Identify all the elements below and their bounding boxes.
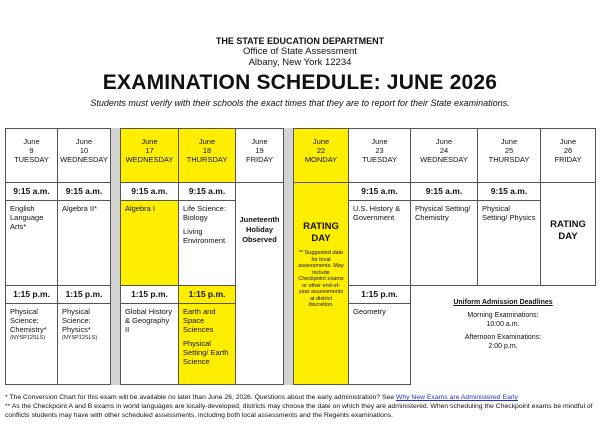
am-time: 9:15 a.m.	[178, 182, 236, 201]
morning-label: Morning Examinations:	[467, 312, 539, 319]
am-exam-cell: Physical Setting/ Chemistry	[410, 200, 478, 286]
am-exam-cell: Algebra I	[120, 200, 179, 286]
pm-time: 1:15 p.m.	[120, 285, 179, 304]
pm-time: 1:15 p.m.	[57, 285, 111, 304]
footnote-2: ** As the Checkpoint A and B exams in world languages are locally-developed, districts may choose the date on which they are administered. When scheduling the Checkpoint exams be mindful of conflicts students may have with other scheduled assessments, including both local assessments and the Regents examinations.	[5, 403, 593, 419]
am-time: 9:15 a.m.	[120, 182, 179, 201]
office-name: Office of State Assessment	[243, 46, 357, 57]
pm-time: 1:15 p.m.	[5, 285, 58, 304]
day-header-june-17: June 17 WEDNESDAY	[120, 128, 179, 183]
rating-day-label: RATING DAY	[550, 219, 586, 242]
day-header-june-22: June 22 MONDAY	[293, 128, 349, 183]
juneteenth-cell	[235, 182, 284, 385]
pm-time: 1:15 p.m.	[178, 285, 236, 304]
day-header-june-18: June 18 THURSDAY	[178, 128, 236, 183]
afternoon-label: Afternoon Examinations:	[464, 334, 542, 341]
admission-deadlines	[410, 298, 596, 355]
day-header-june-26: June 26 FRIDAY	[540, 128, 596, 183]
rating-day-cell	[293, 182, 349, 385]
day-header-june-23: June 23 TUESDAY	[348, 128, 411, 183]
am-exam-cell: Physical Setting/ Physics	[477, 200, 541, 286]
am-time: 9:15 a.m.	[57, 182, 111, 201]
department-name: THE STATE EDUCATION DEPARTMENT	[215, 36, 385, 46]
day-header-june-25: June 25 THURSDAY	[477, 128, 541, 183]
day-header-june-10: June 10 WEDNESDAY	[57, 128, 111, 183]
pm-time: 1:15 p.m.	[348, 285, 411, 304]
morning-time: 10:00 a.m.	[486, 321, 520, 328]
day-header-june-24: June 24 WEDNESDAY	[410, 128, 478, 183]
juneteenth-label: Juneteenth Holiday Observed	[239, 215, 280, 244]
pm-exam-cell: Earth and Space Sciences Physical Setting/ Earth Science	[178, 303, 236, 385]
pm-exam-cell: Geometry	[348, 303, 411, 385]
am-exam-cell: English Language Arts*	[5, 200, 58, 286]
footnote-1: * The Conversion Chart for this exam will be available no later than June 26, 2026. Questions about the early administration? See Why New Exams are Administered Early	[5, 394, 518, 401]
am-exam-cell: Algebra II*	[57, 200, 111, 286]
am-time: 9:15 a.m.	[348, 182, 411, 201]
pm-exam-cell: Global History & Geography II	[120, 303, 179, 385]
deadlines-heading: Uniform Admission Deadlines	[453, 299, 553, 306]
am-exam-cell: U.S. History & Government	[348, 200, 411, 286]
rating-day-label: RATING DAY	[303, 221, 339, 244]
afternoon-time: 2:00 p.m.	[488, 343, 518, 350]
day-header-june-19: June 19 FRIDAY	[235, 128, 284, 183]
pm-exam-cell: Physical Science: Physics* (NYSP12SLS)	[57, 303, 111, 385]
am-time: 9:15 a.m.	[477, 182, 541, 201]
am-time: 9:15 a.m.	[5, 182, 58, 201]
address: Albany, New York 12234	[248, 57, 352, 68]
am-time: 9:15 a.m.	[410, 182, 478, 201]
subtitle: Students must verify with their schools the exact times that they are to report for their State examinations.	[90, 98, 510, 108]
week-separator	[110, 128, 120, 385]
week-separator	[283, 128, 293, 385]
rating-day-note: ** Suggested date for local assessments. May include Checkpoint exams or other end-of-year assessments at district discretion.	[298, 250, 344, 308]
day-header-june-9: June 9 TUESDAY	[5, 128, 58, 183]
am-exam-cell: Life Science: Biology Living Environment	[178, 200, 236, 286]
pm-exam-cell: Physical Science: Chemistry* (NYSP12SLS)	[5, 303, 58, 385]
early-administration-link[interactable]: Why New Exams are Administered Early	[395, 394, 518, 401]
rating-day-cell	[540, 182, 596, 286]
page-title: EXAMINATION SCHEDULE: JUNE 2026	[102, 71, 498, 94]
